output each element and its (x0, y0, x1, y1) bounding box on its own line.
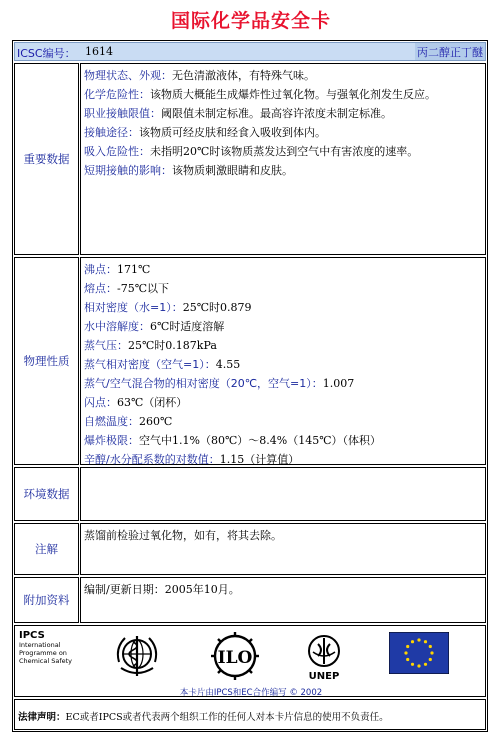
icsc-number: 1614 (85, 45, 113, 58)
section-label-additional: 附加资料 (14, 577, 79, 623)
legal-notice (14, 699, 486, 730)
important-line: 接触途径：该物质可经皮肤和经食入吸收到体内。 (84, 126, 326, 139)
organization-footer (14, 625, 486, 697)
icsc-bar (14, 42, 486, 61)
ipcs-logo: IPCS International Programme on Chemical Safety (19, 630, 73, 665)
physical-line: 蒸气/空气混合物的相对密度（20℃，空气=1）：1.007 (84, 377, 355, 390)
section-physical (80, 257, 486, 465)
section-label-environment: 环境数据 (14, 467, 79, 521)
svg-text:ILO: ILO (217, 648, 253, 668)
credit-text: 本卡片由IPCS和EC合作编写 © 2002 (179, 688, 323, 698)
section-notes (80, 523, 486, 575)
who-emblem-icon (111, 632, 163, 682)
important-line: 短期接触的影响：该物质刺激眼睛和皮肤。 (84, 164, 293, 177)
notes-text: 蒸馏前检验过氧化物，如有，将其去除。 (84, 529, 282, 542)
ilo-emblem-icon (205, 632, 265, 682)
physical-line: 爆炸极限：空气中1.1%（80℃）～8.4%（145℃）（体积） (84, 434, 381, 447)
legal-label: 法律声明： (18, 712, 66, 723)
section-additional (80, 577, 486, 623)
card-title: 国际化学品安全卡 (170, 10, 331, 32)
chemical-name[interactable]: 丙二醇正丁醚 (415, 43, 485, 60)
important-line: 化学危险性：该物质大概能生成爆炸性过氧化物。与强氧化剂发生反应。 (84, 88, 436, 101)
section-label-notes: 注解 (14, 523, 79, 575)
physical-line: 蒸气相对密度（空气=1）：4.55 (84, 358, 241, 371)
legal-text: EC或者IPCS或者代表两个组织工作的任何人对本卡片信息的使用不负责任。 (65, 712, 389, 723)
important-line: 吸入危险性：未指明20℃时该物质蒸发达到空气中有害浓度的速率。 (84, 145, 419, 158)
physical-line: 闪点：63℃（闭杯） (84, 396, 188, 409)
safety-card (12, 40, 488, 732)
physical-line: 蒸气压：25℃时0.187kPa (84, 339, 217, 352)
additional-text: 编制/更新日期：2005年10月。 (84, 583, 240, 596)
physical-line: 自燃温度：260℃ (84, 415, 173, 428)
section-environment (80, 467, 486, 521)
eu-flag-icon (389, 632, 449, 674)
physical-line: 水中溶解度：6℃时适度溶解 (84, 320, 225, 333)
important-line: 物理状态、外观：无色清澈液体，有特殊气味。 (84, 69, 315, 82)
section-label-important: 重要数据 (14, 63, 79, 255)
section-important (80, 63, 486, 255)
important-line: 职业接触限值：阈限值未制定标准。最高容许浓度未制定标准。 (84, 107, 392, 120)
physical-line: 熔点：-75℃以下 (84, 282, 170, 295)
section-label-physical: 物理性质 (14, 257, 79, 465)
physical-line: 沸点：171℃ (84, 263, 151, 276)
physical-line: 相对密度（水=1）：25℃时0.879 (84, 301, 252, 314)
svg-text:UNEP: UNEP (308, 671, 340, 682)
icsc-label: ICSC编号： (17, 47, 76, 60)
physical-line: 辛醇/水分配系数的对数值：1.15（计算值） (84, 453, 300, 466)
unep-emblem-icon (299, 632, 349, 682)
